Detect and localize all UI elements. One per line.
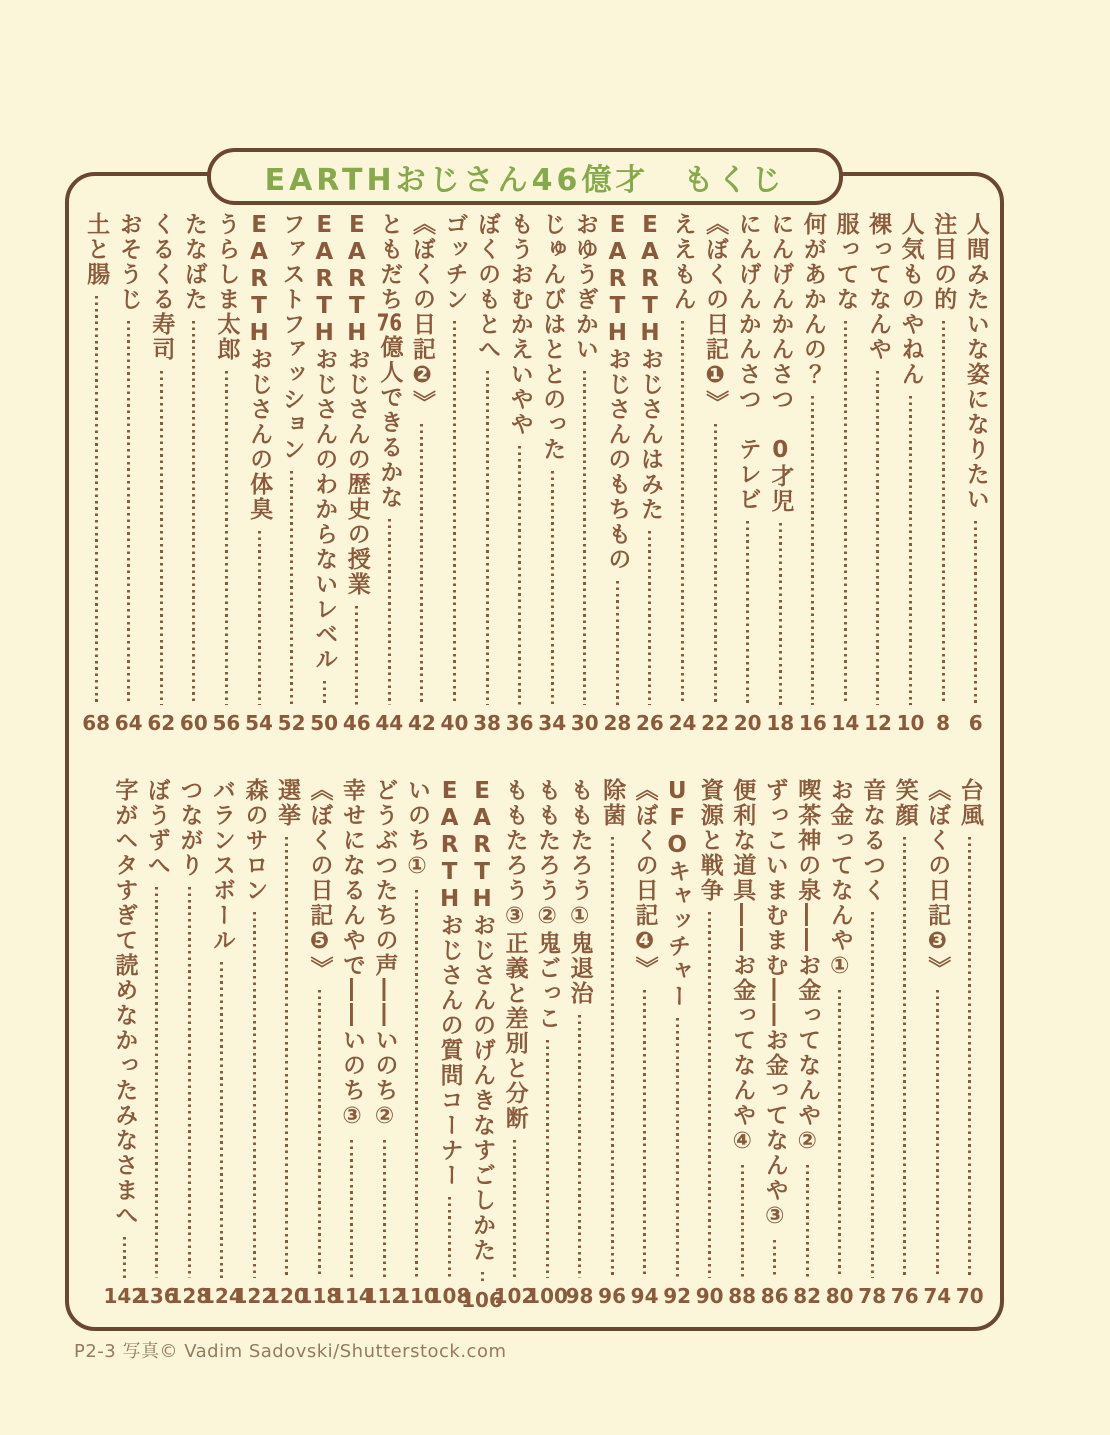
dotted-leader [486, 371, 489, 705]
toc-entry-title: 除菌 [599, 778, 626, 828]
dotted-leader [518, 446, 521, 705]
toc-entry [921, 778, 954, 1306]
toc-entry-page-number: 64 [114, 711, 143, 735]
dotted-leader [323, 681, 326, 705]
dotted-leader [188, 887, 191, 1278]
toc-entry-title: 喫茶神の泉――お金ってなんや② [794, 778, 821, 1156]
toc-entry [503, 212, 536, 733]
toc-entry-title: 何があかんの？ [799, 212, 826, 387]
toc-entry-page-number: 124 [201, 1284, 243, 1308]
toc-entry-page-number: 36 [505, 711, 534, 735]
dotted-leader [811, 396, 814, 705]
dotted-leader [448, 1197, 451, 1278]
toc-entry-title: EARTHおじさんのもちもの [604, 212, 631, 572]
toc-entry-title: 森のサロン [241, 778, 268, 903]
toc-entry [471, 212, 504, 733]
toc-entry-page-number: 70 [955, 1284, 984, 1308]
toc-entry-page-number: 106 [461, 1288, 503, 1312]
toc-entry-page-number: 62 [147, 711, 176, 735]
toc-entry-title: 《ぼくの日記❹》 [631, 778, 658, 981]
dotted-leader [942, 321, 945, 705]
toc-entry [438, 212, 471, 733]
toc-entry-title: 幸せになるんやで――いのち③ [339, 778, 366, 1131]
toc-entry-title: EARTHおじさんの歴史の授業 [343, 212, 370, 597]
dotted-leader [546, 1040, 549, 1278]
toc-entry-page-number: 6 [968, 711, 983, 735]
dotted-leader [383, 1140, 386, 1278]
toc-entry [953, 778, 986, 1306]
dotted-leader [903, 837, 906, 1278]
dotted-leader [453, 321, 456, 705]
toc-entry-title: にんげんかんさつ 0才児 [767, 212, 794, 514]
toc-entry [731, 212, 764, 733]
dotted-leader [318, 990, 321, 1278]
toc-entry-title: 便利な道具――お金ってなんや④ [729, 778, 756, 1156]
toc-entry-page-number: 78 [858, 1284, 887, 1308]
toc-entry [331, 778, 373, 1308]
dotted-leader [838, 990, 841, 1278]
dotted-leader [253, 912, 256, 1278]
toc-entry [601, 212, 634, 733]
toc-entry-page-number: 68 [82, 711, 111, 735]
toc-entry-page-number: 92 [663, 1284, 692, 1308]
toc-entry-page-number: 52 [277, 711, 306, 735]
dotted-leader [225, 371, 228, 705]
toc-entry [856, 778, 889, 1306]
toc-entry-page-number: 34 [538, 711, 567, 735]
toc-entry-title: EARTHおじさんのわからないレベル [311, 212, 338, 672]
toc-entry-title: バランスボール [208, 778, 235, 953]
toc-entry-title: 資源と戦争 [696, 778, 723, 903]
toc-entry-title: つながり [176, 778, 203, 878]
toc-section-first-half [80, 212, 992, 733]
dotted-leader [871, 912, 874, 1278]
toc-entry [406, 212, 439, 733]
toc-entry [666, 212, 699, 733]
dotted-leader [420, 424, 423, 705]
toc-entry-page-number: 120 [266, 1284, 308, 1308]
toc-entry [693, 778, 726, 1306]
dotted-leader [968, 837, 971, 1278]
toc-entry-page-number: 20 [733, 711, 762, 735]
toc-entry-title: いのち① [404, 778, 431, 881]
toc-entry-title: うらしま太郎 [213, 212, 240, 362]
toc-entry [168, 778, 211, 1308]
dotted-leader [681, 321, 684, 705]
toc-entry-title: 《ぼくの日記❺》 [306, 778, 333, 981]
toc-entry-page-number: 22 [701, 711, 730, 735]
toc-entry-page-number: 76 [890, 1284, 919, 1308]
toc-entry-title: 台風 [956, 778, 983, 828]
dotted-leader [909, 396, 912, 705]
toc-entry-page-number: 118 [298, 1284, 341, 1308]
toc-entry [726, 778, 759, 1306]
toc-entry-page-number: 44 [375, 711, 404, 735]
toc-entry-page-number: 96 [598, 1284, 626, 1308]
toc-entry-title: ぼうずへ [143, 778, 170, 878]
toc-entry [266, 778, 308, 1308]
dotted-leader [648, 531, 651, 705]
page-title [207, 148, 843, 205]
toc-entry-title: ももたろう②鬼ごっこ [534, 778, 561, 1031]
dotted-leader [123, 1237, 126, 1278]
toc-entry-page-number: 94 [630, 1284, 659, 1308]
toc-entry [493, 778, 536, 1308]
dotted-leader [513, 1140, 516, 1278]
toc-entry-title: 笑顔 [891, 778, 918, 828]
toc-entry-page-number: 122 [233, 1284, 276, 1308]
dotted-leader [611, 837, 614, 1278]
toc-entry-title: じゅんびはととのった [539, 212, 566, 462]
toc-entry-page-number: 24 [668, 711, 697, 735]
toc-entry [526, 778, 568, 1308]
dotted-leader [876, 371, 879, 705]
dotted-leader [741, 1165, 744, 1278]
toc-entry-title: EARTHおじさんの質問コーナー [436, 778, 463, 1188]
dotted-leader [192, 321, 195, 705]
dotted-leader [127, 321, 130, 705]
toc-entry [634, 212, 667, 733]
toc-entry [178, 212, 211, 733]
toc-entry-page-number: 50 [310, 711, 339, 735]
toc-entry-page-number: 14 [831, 711, 860, 735]
toc-entry [563, 778, 596, 1306]
toc-entry-title: もうおむかえいやや [506, 212, 533, 437]
toc-entry-title: 人気ものやねん [897, 212, 924, 387]
toc-entry [536, 212, 569, 733]
dotted-leader [936, 990, 939, 1278]
toc-entry-page-number: 90 [695, 1284, 724, 1308]
toc-entry [862, 212, 895, 733]
toc-entry [461, 778, 503, 1312]
toc-entry [80, 212, 113, 733]
toc-entry-title: ええもん [669, 212, 696, 312]
toc-entry-page-number: 56 [212, 711, 241, 735]
toc-entry [210, 212, 243, 733]
toc-entry-page-number: 98 [565, 1284, 594, 1308]
toc-entry-title: EARTHおじさんの体臭 [246, 212, 273, 522]
toc-entry-page-number: 142 [103, 1284, 146, 1308]
toc-entry [428, 778, 471, 1308]
toc-entry [699, 212, 732, 733]
toc-entry-page-number: 10 [896, 711, 925, 735]
toc-entry-title: ももたろう③正義と差別と分断 [501, 778, 528, 1131]
toc-entry-page-number: 108 [428, 1284, 471, 1308]
toc-entry-title: 《ぼくの日記❷》 [408, 212, 435, 415]
dotted-leader [350, 1140, 353, 1278]
toc-entry-title: 《ぼくの日記❸》 [924, 778, 951, 981]
toc-entry-page-number: 128 [168, 1284, 211, 1308]
dotted-leader [355, 606, 358, 705]
toc-entry-page-number: 26 [636, 711, 664, 735]
toc-entry [340, 212, 373, 733]
dotted-leader [714, 424, 717, 705]
toc-entry-page-number: 54 [245, 711, 273, 735]
toc-entry-page-number: 110 [396, 1284, 438, 1308]
dotted-leader [974, 521, 977, 705]
toc-entry-page-number: 18 [766, 711, 795, 735]
toc-entry-title: 《ぼくの日記❶》 [702, 212, 729, 415]
toc-entry-page-number: 82 [793, 1284, 822, 1308]
toc-entry-page-number: 88 [728, 1284, 757, 1308]
toc-entry-page-number: 8 [936, 711, 951, 735]
toc-entry [112, 212, 145, 733]
toc-entry-title: UFOキャッチャー [664, 778, 691, 1009]
toc-entry [233, 778, 276, 1308]
toc-entry [396, 778, 438, 1308]
toc-entry [103, 778, 146, 1308]
toc-entry-title: 裸ってなんや [865, 212, 892, 362]
toc-entry-title: 服ってな [832, 212, 859, 312]
toc-entry-title: ももたろう①鬼退治 [566, 778, 593, 1006]
toc-entry-title: 土と腸 [83, 212, 110, 287]
toc-entry [758, 778, 791, 1306]
toc-entry-page-number: 60 [179, 711, 208, 735]
toc-entry-title: EARTHおじさんはみた [637, 212, 663, 522]
toc-entry [927, 212, 960, 733]
dotted-leader [290, 471, 293, 705]
toc-entry-page-number: 30 [570, 711, 599, 735]
dotted-leader [220, 962, 223, 1278]
toc-entry-page-number: 136 [135, 1284, 178, 1308]
toc-entry [894, 212, 927, 733]
toc-entry [764, 212, 797, 733]
toc-entry-title: ぼくのもとへ [474, 212, 501, 362]
toc-entry-page-number: 42 [407, 711, 436, 735]
toc-entry [596, 778, 629, 1306]
dotted-leader [388, 519, 391, 705]
dotted-leader [415, 890, 418, 1278]
dotted-leader [643, 990, 646, 1278]
dotted-leader [844, 321, 847, 705]
toc-entry-page-number: 80 [825, 1284, 854, 1308]
toc-entry [628, 778, 661, 1306]
toc-entry-title: EARTHおじさんのげんきなすごしかた [469, 778, 496, 1263]
toc-entry-page-number: 38 [473, 711, 501, 735]
toc-entry-title: おゆうぎかい [571, 212, 598, 362]
toc-entry-page-number: 46 [342, 711, 371, 735]
toc-entry-title: 注目の的 [930, 212, 957, 312]
toc-entry [201, 778, 243, 1308]
toc-entry [298, 778, 341, 1308]
toc-entry-page-number: 28 [603, 711, 632, 735]
toc-entry-title: 選挙 [273, 778, 300, 828]
toc-entry-title: くるくる寿司 [148, 212, 175, 362]
toc-entry [797, 212, 830, 733]
toc-entry [959, 212, 992, 733]
dotted-leader [708, 912, 711, 1278]
toc-entry-page-number: 100 [526, 1284, 568, 1308]
toc-entry-title: ゴッチン [441, 212, 468, 312]
toc-section-second-half [103, 778, 986, 1312]
toc-entry-title: にんげんかんさつ テレビ [734, 212, 761, 512]
toc-entry-title: たなばた [180, 212, 207, 312]
dotted-leader [155, 887, 158, 1278]
toc-entry-title: 音なるつく [859, 778, 886, 903]
toc-entry-title: 人間みたいな姿になりたい [962, 212, 989, 512]
dotted-leader [551, 471, 554, 705]
toc-entry-title: どうぶつたちの声――いのち② [371, 778, 398, 1131]
dotted-leader [258, 531, 261, 705]
toc-entry [661, 778, 694, 1306]
toc-entry-page-number: 74 [923, 1284, 952, 1308]
dotted-leader [481, 1272, 484, 1282]
toc-entry-title: 字がヘタすぎて読めなかったみなさまへ [111, 778, 138, 1228]
toc-entry-page-number: 40 [440, 711, 469, 735]
dotted-leader [616, 581, 619, 705]
dotted-leader [676, 1018, 679, 1278]
toc-entry [829, 212, 862, 733]
toc-entry [135, 778, 178, 1308]
page-title-text: EARTHおじさん46億才 もくじ [264, 162, 786, 198]
dotted-leader [160, 371, 163, 705]
toc-entry-page-number: 102 [493, 1284, 536, 1308]
toc-entry [145, 212, 178, 733]
toc-entry-title: ファストファッション [278, 212, 305, 462]
photo-credit: P2-3 写真© Vadim Sadovski/Shutterstock.com [74, 1341, 507, 1362]
dotted-leader [578, 1015, 581, 1278]
toc-entry [363, 778, 406, 1308]
dotted-leader [773, 1240, 776, 1278]
toc-entry [243, 212, 276, 733]
dotted-leader [779, 523, 782, 705]
toc-entry-page-number: 12 [864, 711, 892, 735]
dotted-leader [95, 296, 98, 705]
toc-entry [888, 778, 921, 1306]
dotted-leader [583, 371, 586, 705]
toc-entry [275, 212, 308, 733]
toc-entry-page-number: 86 [760, 1284, 789, 1308]
toc-entry-title: ずっこいまむまむ――お金ってなんや③ [761, 778, 788, 1231]
toc-entry-title: ともだち76億人できるかな [376, 212, 403, 510]
toc-entry [373, 212, 406, 733]
toc-entry [568, 212, 601, 733]
dotted-leader [285, 837, 288, 1278]
toc-entry-page-number: 16 [798, 711, 827, 735]
toc-entry [791, 778, 824, 1306]
toc-entry [823, 778, 856, 1306]
toc-entry [308, 212, 341, 733]
toc-entry-page-number: 114 [331, 1284, 373, 1308]
dotted-leader [746, 521, 749, 705]
toc-entry-page-number: 112 [363, 1284, 406, 1308]
dotted-leader [806, 1165, 809, 1278]
toc-entry-title: お金ってなんや① [826, 778, 853, 981]
toc-entry-title: おそうじ [115, 212, 142, 312]
